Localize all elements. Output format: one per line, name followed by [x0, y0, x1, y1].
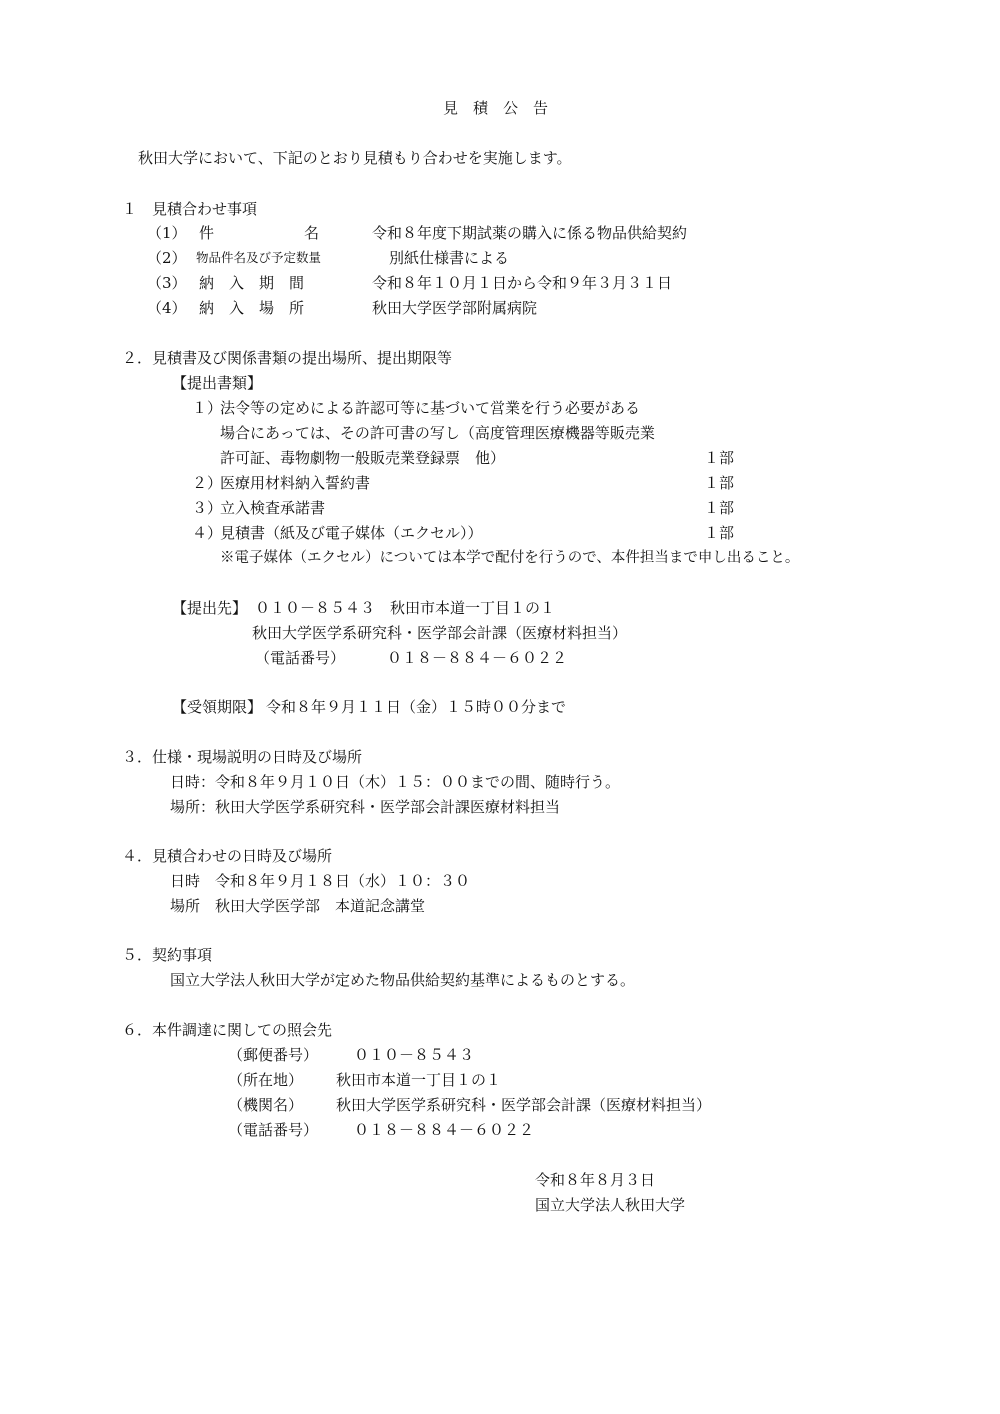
- item-label: 件 名: [199, 224, 320, 242]
- document-title: 見 積 公 告: [443, 99, 549, 117]
- item-number: （3）: [147, 274, 187, 292]
- doc-count: １部: [704, 474, 735, 492]
- deadline-label: 【受領期限】: [172, 698, 263, 716]
- doc-number: ４）: [192, 524, 223, 542]
- doc-count: １部: [704, 449, 735, 467]
- item-value: 秋田大学医学部附属病院: [372, 299, 538, 317]
- briefing-place: 場所：秋田大学医学系研究科・医学部会計課医療材料担当: [170, 798, 561, 816]
- destination-tel-label: （電話番号）: [255, 649, 346, 667]
- doc-count: １部: [704, 499, 735, 517]
- doc-number: ２）: [192, 474, 223, 492]
- item-label: 納 入 期 間: [199, 274, 305, 292]
- note-text: ※電子媒体（エクセル）については本学で配付を行うので、本件担当まで申し出ること。: [220, 550, 800, 566]
- doc-text-line: 場合にあっては、その許可書の写し（高度管理医療機器等販売業: [220, 424, 655, 442]
- item-number: （2）: [147, 249, 187, 267]
- issuing-organization: 国立大学法人秋田大学: [535, 1196, 686, 1214]
- doc-text-line: 医療用材料納入誓約書: [220, 474, 371, 492]
- doc-number: ３）: [192, 499, 223, 517]
- quotation-datetime: 日時 令和８年９月１８日（水）１０：３０: [170, 872, 471, 890]
- doc-number: １）: [192, 399, 223, 417]
- item-value: 令和８年度下期試薬の購入に係る物品供給契約: [372, 224, 688, 242]
- doc-text-line: 見積書（紙及び電子媒体（エクセル））: [220, 524, 483, 542]
- contact-value: 秋田大学医学系研究科・医学部会計課（医療材料担当）: [336, 1096, 712, 1114]
- item-number: （1）: [147, 224, 187, 242]
- deadline-value: 令和８年９月１１日（金）１５時００分まで: [266, 698, 567, 716]
- destination-label: 【提出先】: [172, 599, 248, 617]
- section-2-heading: ２．見積書及び関係書類の提出場所、提出期限等: [122, 349, 453, 367]
- documents-heading: 【提出書類】: [172, 374, 263, 392]
- contract-terms: 国立大学法人秋田大学が定めた物品供給契約基準によるものとする。: [170, 971, 636, 989]
- contact-label: （電話番号）: [228, 1121, 319, 1139]
- briefing-datetime: 日時：令和８年９月１０日（木）１５：００までの間、随時行う。: [170, 773, 621, 791]
- quotation-place: 場所 秋田大学医学部 本道記念講堂: [170, 897, 426, 915]
- doc-text-line: 法令等の定めによる許認可等に基づいて営業を行う必要がある: [220, 399, 641, 417]
- destination-tel: ０１８－８８４－６０２２: [387, 649, 568, 667]
- doc-text-line: 許可証、毒物劇物一般販売業登録票 他）: [220, 449, 506, 467]
- doc-text-line: 立入検査承諾書: [220, 499, 326, 517]
- contact-value: 秋田市本道一丁目１の１: [336, 1071, 502, 1089]
- contact-label: （所在地）: [228, 1071, 304, 1089]
- section-5-heading: ５．契約事項: [122, 946, 213, 964]
- intro-text: 秋田大学において、下記のとおり見積もり合わせを実施します。: [138, 149, 572, 167]
- item-value: 別紙仕様書による: [389, 249, 510, 267]
- contact-value: ０１８－８８４－６０２２: [354, 1121, 535, 1139]
- issue-date: 令和８年８月３日: [535, 1171, 656, 1189]
- doc-count: １部: [704, 524, 735, 542]
- item-label: 物品件名及び予定数量: [196, 250, 322, 265]
- contact-label: （機関名）: [228, 1096, 304, 1114]
- section-6-heading: ６．本件調達に関しての照会先: [122, 1021, 333, 1039]
- item-value: 令和８年１０月１日から令和９年３月３１日: [372, 274, 673, 292]
- item-number: （4）: [147, 299, 187, 317]
- contact-value: ０１０－８５４３: [354, 1046, 475, 1064]
- destination-address: ０１０－８５４３ 秋田市本道一丁目１の１: [255, 599, 556, 617]
- destination-office: 秋田大学医学系研究科・医学部会計課（医療材料担当）: [252, 624, 628, 642]
- section-1-heading: １ 見積合わせ事項: [122, 200, 258, 218]
- section-4-heading: ４．見積合わせの日時及び場所: [122, 847, 333, 865]
- section-3-heading: ３．仕様・現場説明の日時及び場所: [122, 748, 363, 766]
- contact-label: （郵便番号）: [228, 1046, 319, 1064]
- item-label: 納 入 場 所: [199, 299, 305, 317]
